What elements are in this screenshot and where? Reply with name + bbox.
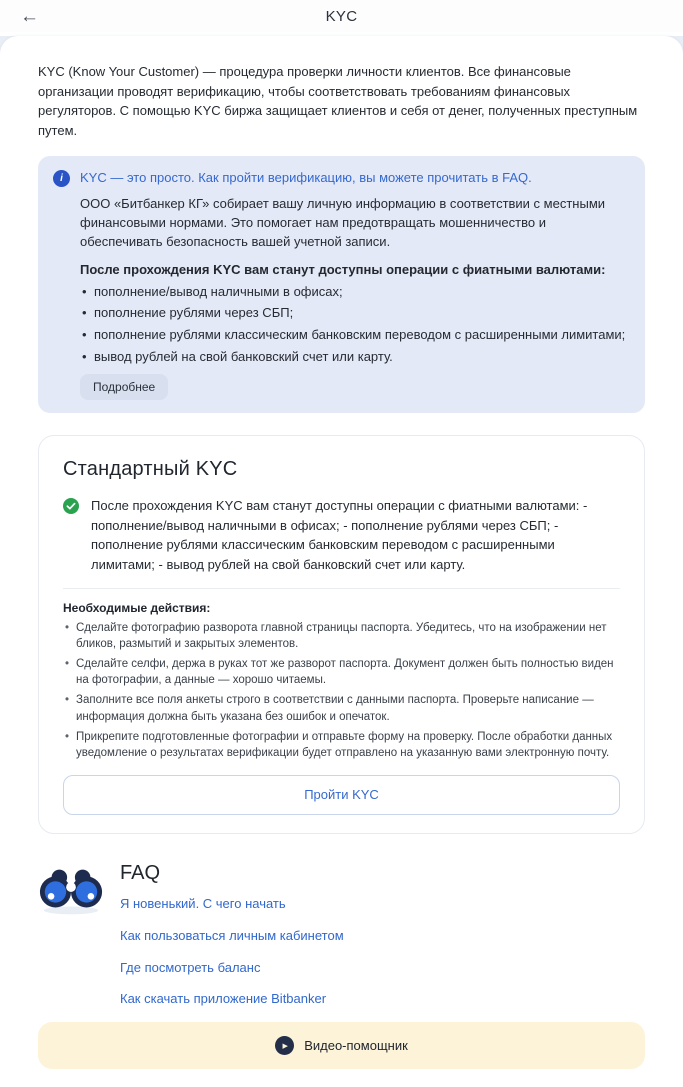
start-kyc-button[interactable]: Пройти KYC <box>63 775 620 815</box>
standard-kyc-title: Стандартный KYC <box>63 458 238 481</box>
page-background <box>0 36 683 1087</box>
info-icon: i <box>53 170 70 187</box>
list-item: • пополнение рублями через СБП; <box>80 304 627 322</box>
faq-link-download-app[interactable]: Как скачать приложение Bitbanker <box>120 991 327 1007</box>
info-panel <box>38 156 645 413</box>
header <box>0 0 683 32</box>
required-actions-title: Необходимые действия: <box>63 601 211 616</box>
back-arrow-icon: ← <box>20 6 39 27</box>
fiat-operations-list <box>80 283 627 365</box>
list-item: • Сделайте селфи, держа в руках тот же разворот паспорта. Документ должен быть полностью виден на фотографии, а данные — хорошо читаемы. <box>63 656 620 688</box>
faq-info-link[interactable]: KYC — это просто. Как пройти верификацию, вы можете прочитать в FAQ. <box>80 170 532 185</box>
faq-title: FAQ <box>120 861 161 884</box>
check-circle-icon <box>63 498 79 519</box>
list-item: • пополнение/вывод наличными в офисах; <box>80 283 627 301</box>
list-item: • Сделайте фотографию разворота главной страницы паспорта. Убедитесь, что на изображении нет бликов, размытий и закрытых элементов. <box>63 620 620 652</box>
page-title: KYC <box>325 7 358 25</box>
standard-kyc-benefit: После прохождения KYC вам станут доступны операции с фиатными валютами: - пополнение/вывод наличными в офисах; - пополнение рублями через СБП; - пополнение рублями классическим банковским переводом с расширенными лимитами; - вывод рублей на свой банковский счет или карту. <box>91 498 588 572</box>
info-panel-body: ООО «Битбанкер КГ» собирает вашу личную информацию в соответствии с местными финансовыми нормами. Это помогает нам предотвращать мошенничество и обеспечивать безопасность вашей учетной записи. <box>80 196 606 250</box>
binoculars-icon <box>38 862 104 1009</box>
content-card <box>0 36 683 1087</box>
more-details-button[interactable]: Подробнее <box>80 374 168 400</box>
faq-link-personal-account[interactable]: Как пользоваться личным кабинетом <box>120 927 344 943</box>
back-button[interactable] <box>14 3 45 30</box>
list-item: • вывод рублей на свой банковский счет или карту. <box>80 348 627 366</box>
faq-link-getting-started[interactable]: Я новенький. С чего начать <box>120 895 286 911</box>
required-actions-list <box>63 620 620 761</box>
standard-kyc-card <box>38 435 645 834</box>
video-helper-label: Видео-помощник <box>304 1038 408 1054</box>
list-item: • Заполните все поля анкеты строго в соответствии с данными паспорта. Проверьте написание — информация должна быть указана без ошибок и опечаток. <box>63 692 620 724</box>
faq-link-balance[interactable]: Где посмотреть баланс <box>120 959 261 975</box>
divider <box>63 588 620 589</box>
faq-section <box>38 862 645 1009</box>
list-item: • Прикрепите подготовленные фотографии и отправьте форму на проверку. После обработки данных уведомление о результатах верификации будет отправлено на указанную вами электронную почту. <box>63 729 620 761</box>
play-circle-icon: ▶ <box>275 1036 294 1055</box>
kyc-intro-text: KYC (Know Your Customer) — процедура проверки личности клиентов. Все финансовые организации проводят верификацию, чтобы соответствовать требованиям финансовых регуляторов. С помощью KYC биржа защищает клиентов и себя от денег, полученных преступным путем. <box>38 64 638 138</box>
video-helper-button[interactable] <box>38 1022 645 1069</box>
info-panel-list-title: После прохождения KYC вам станут доступны операции с фиатными валютами: <box>80 262 606 278</box>
list-item: • пополнение рублями классическим банковским переводом с расширенными лимитами; <box>80 326 627 344</box>
faq-links <box>120 896 344 1009</box>
